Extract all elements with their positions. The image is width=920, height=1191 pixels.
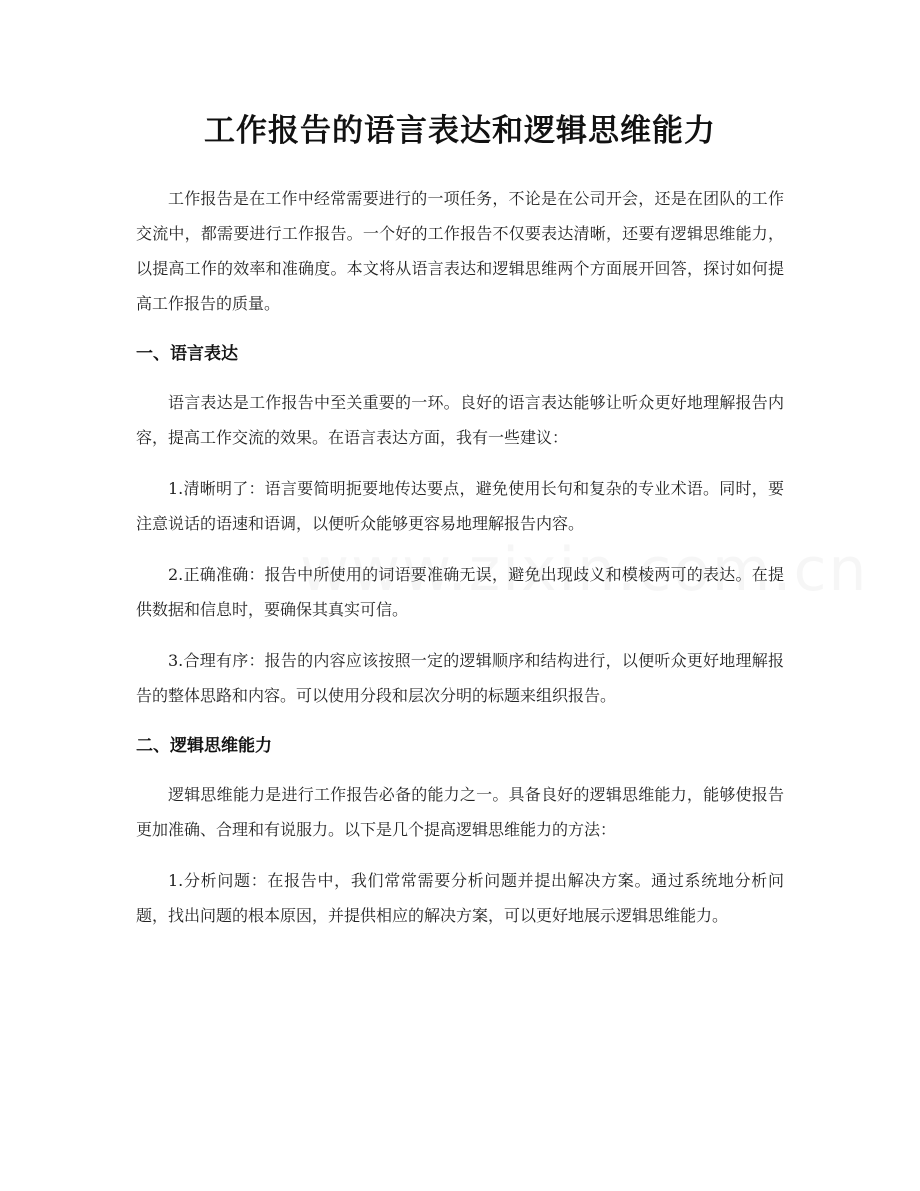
list-item-paragraph: 1.分析问题：在报告中，我们常常需要分析问题并提出解决方案。通过系统地分析问题，找出问题的根本原因，并提供相应的解决方案，可以更好地展示逻辑思维能力。 <box>136 871 784 925</box>
list-item-paragraph: 3.合理有序：报告的内容应该按照一定的逻辑顺序和结构进行，以便听众更好地理解报告的整体思路和内容。可以使用分段和层次分明的标题来组织报告。 <box>136 651 784 705</box>
list-item-paragraph: 1.清晰明了：语言要简明扼要地传达要点，避免使用长句和复杂的专业术语。同时，要注意说话的语速和语调，以便听众能够更容易地理解报告内容。 <box>136 479 784 533</box>
document-title: 工作报告的语言表达和逻辑思维能力 <box>204 113 716 149</box>
paragraph: 语言表达是工作报告中至关重要的一环。良好的语言表达能够让听众更好地理解报告内容，提高工作交流的效果。在语言表达方面，我有一些建议： <box>136 393 784 447</box>
intro-paragraph: 工作报告是在工作中经常需要进行的一项任务，不论是在公司开会，还是在团队的工作交流中，都需要进行工作报告。一个好的工作报告不仅要表达清晰，还要有逻辑思维能力，以提高工作的效率和准确度。本文将从语言表达和逻辑思维两个方面展开回答，探讨如何提高工作报告的质量。 <box>136 189 784 313</box>
list-item-paragraph: 2.正确准确：报告中所使用的词语要准确无误，避免出现歧义和模棱两可的表达。在提供数据和信息时，要确保其真实可信。 <box>136 565 784 619</box>
paragraph: 逻辑思维能力是进行工作报告必备的能力之一。具备良好的逻辑思维能力，能够使报告更加准确、合理和有说服力。以下是几个提高逻辑思维能力的方法： <box>136 785 784 839</box>
section-logical-thinking <box>136 729 784 933</box>
section-heading: 二、逻辑思维能力 <box>136 736 272 756</box>
section-language-expression <box>136 337 784 713</box>
document-body <box>136 181 784 949</box>
section-heading: 一、语言表达 <box>136 344 238 364</box>
